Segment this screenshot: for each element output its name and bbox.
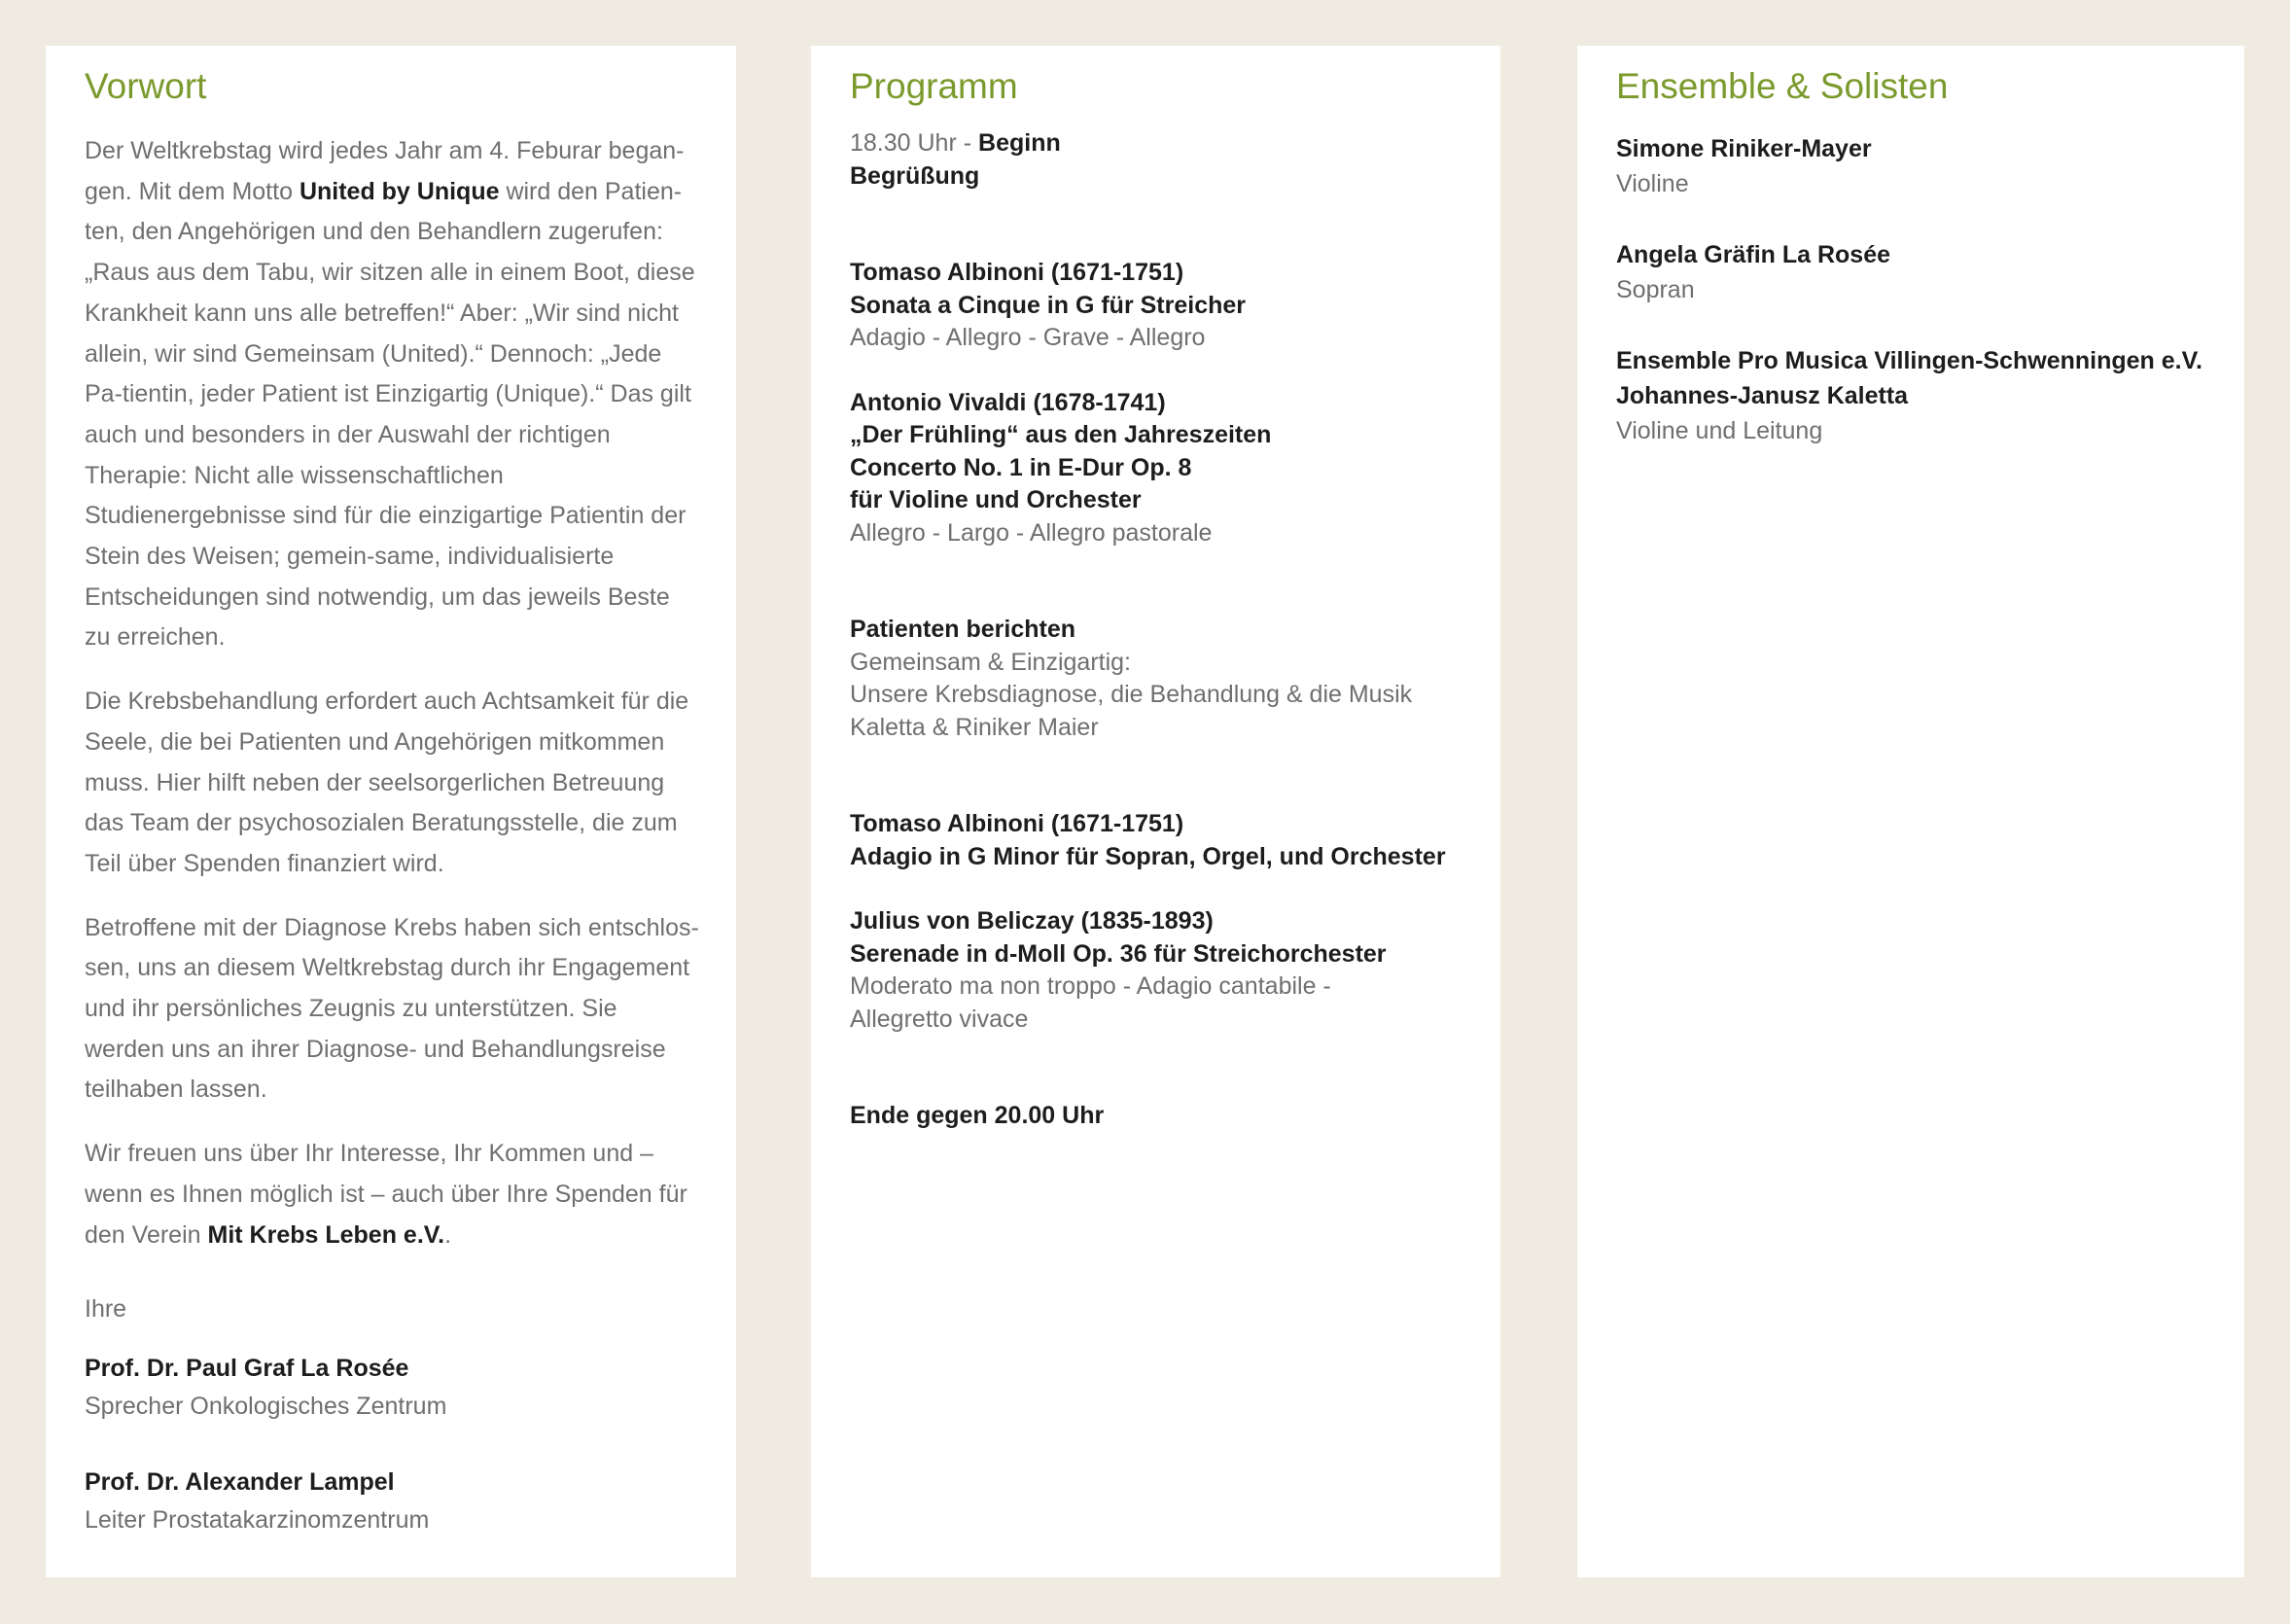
program-item-beliczay xyxy=(850,905,1463,1036)
p4-text-c: . xyxy=(444,1220,452,1249)
programm-panel xyxy=(811,46,1500,1577)
program-start xyxy=(850,127,1463,193)
composer: Tomaso Albinoni (1671-1751) xyxy=(850,259,1184,286)
item-line: Gemeinsam & Einzigartig: xyxy=(850,648,1132,676)
member-role: Sopran xyxy=(1616,276,1695,303)
association-name: Mit Krebs Leben e.V. xyxy=(207,1220,445,1249)
vorwort-title: Vorwort xyxy=(85,66,207,106)
program-item-patient-reports xyxy=(850,614,1463,744)
closing-salutation: Ihre xyxy=(85,1295,127,1324)
ensemble-panel xyxy=(1577,46,2244,1577)
start-time: 18.30 Uhr - xyxy=(850,129,979,157)
signatory-title: Leiter Prostatakarzinomzentrum xyxy=(85,1506,430,1535)
work-title: Sonata a Cinque in G für Streicher xyxy=(850,291,1247,319)
p1-text-a: Der Weltkrebstag wird jedes Jahr am 4. Feburar began-gen. Mit dem Motto xyxy=(85,137,685,205)
programm-title: Programm xyxy=(850,66,1018,106)
movements: Allegretto vivace xyxy=(850,1005,1029,1033)
member-name: Angela Gräfin La Rosée xyxy=(1616,241,1891,268)
ensemble-member-3 xyxy=(1616,343,2207,448)
work-title: Adagio in G Minor für Sopran, Orgel, und Orchester xyxy=(850,842,1446,870)
composer: Antonio Vivaldi (1678-1741) xyxy=(850,388,1166,416)
signatory-name: Prof. Dr. Alexander Lampel xyxy=(85,1468,395,1497)
member-role: Violine xyxy=(1616,170,1689,197)
composer: Julius von Beliczay (1835-1893) xyxy=(850,907,1214,935)
signatory-2 xyxy=(85,1464,699,1539)
vorwort-paragraph-2: Die Krebsbehandlung erfordert auch Achtsamkeit für die Seele, die bei Patienten und Angehörigen mitkommen muss. Hier hilft neben der seelsorgerlichen Betreuung das Team der psychosozialen Beratungsstelle, die zum Teil über Spenden finanziert wird. xyxy=(85,688,689,877)
start-label: Beginn xyxy=(978,129,1061,157)
work-title: Concerto No. 1 in E-Dur Op. 8 xyxy=(850,453,1192,481)
item-line: Kaletta & Riniker Maier xyxy=(850,713,1099,741)
movements: Allegro - Largo - Allegro pastorale xyxy=(850,518,1213,547)
member-name: Ensemble Pro Musica Villingen-Schwenningen e.V. xyxy=(1616,347,2202,374)
vorwort-paragraph-4 xyxy=(85,1134,699,1255)
item-title: Patienten berichten xyxy=(850,616,1075,643)
motto-highlight: United by Unique xyxy=(299,177,500,205)
member-role: Violine und Leitung xyxy=(1616,417,1823,444)
composer: Tomaso Albinoni (1671-1751) xyxy=(850,810,1184,837)
ensemble-member-1 xyxy=(1616,131,2207,201)
vorwort-paragraph-1 xyxy=(85,131,699,658)
movements: Adagio - Allegro - Grave - Allegro xyxy=(850,324,1206,351)
program-item-albinoni-adagio xyxy=(850,808,1463,873)
member-name: Simone Riniker-Mayer xyxy=(1616,135,1872,162)
welcome-label: Begrüßung xyxy=(850,161,980,190)
p4-text-a: Wir freuen uns über Ihr Interesse, Ihr Kommen und – wenn es Ihnen möglich ist – auch über Ihre Spenden für den Verein xyxy=(85,1140,687,1249)
signatory-name: Prof. Dr. Paul Graf La Rosée xyxy=(85,1355,409,1383)
signatory-title: Sprecher Onkologisches Zentrum xyxy=(85,1393,447,1421)
vorwort-paragraph-3: Betroffene mit der Diagnose Krebs haben sich entschlos-sen, uns an diesem Weltkrebstag durch ihr Engagement und ihr persönliches Zeugnis zu unterstützen. Sie werden uns an ihrer Diagnose- und Behandlungsreise teilhaben lassen. xyxy=(85,913,699,1104)
work-title: für Violine und Orchester xyxy=(850,486,1142,513)
item-line: Unsere Krebsdiagnose, die Behandlung & die Musik xyxy=(850,681,1413,708)
p1-text-c: wird den Patien-ten, den Angehörigen und den Behandlern zugerufen: „Raus aus dem Tabu, wir sitzen alle in einem Boot, diese Krankheit kann uns alle betreffen!“ Aber: „Wir sind nicht allein, wir sind Gemeinsam (United).“ Dennoch: „Jede Pa-tientin, jeder Patient ist Einzigartig (Unique).“ Das gilt auch und besonders in der Auswahl der richtigen Therapie: Nicht alle wissenschaftlichen Studienergebnisse sind für die einzigartige Patientin der Stein des Weisen; gemein-same, individualisierte Entscheidungen sind notwendig, um das jeweils Beste zu erreichen. xyxy=(85,177,695,652)
program-item-vivaldi xyxy=(850,387,1463,550)
program-end: Ende gegen 20.00 Uhr xyxy=(850,1102,1105,1129)
program-item-albinoni-sonata xyxy=(850,257,1463,355)
ensemble-title: Ensemble & Solisten xyxy=(1616,66,1949,106)
vorwort-panel xyxy=(46,46,736,1577)
work-title: Serenade in d-Moll Op. 36 für Streichorchester xyxy=(850,939,1387,968)
member-name: Johannes-Janusz Kaletta xyxy=(1616,382,1909,409)
signatory-1 xyxy=(85,1350,699,1426)
work-title: „Der Frühling“ aus den Jahreszeiten xyxy=(850,421,1272,448)
ensemble-member-2 xyxy=(1616,237,2207,307)
movements: Moderato ma non troppo - Adagio cantabile - xyxy=(850,972,1331,1000)
